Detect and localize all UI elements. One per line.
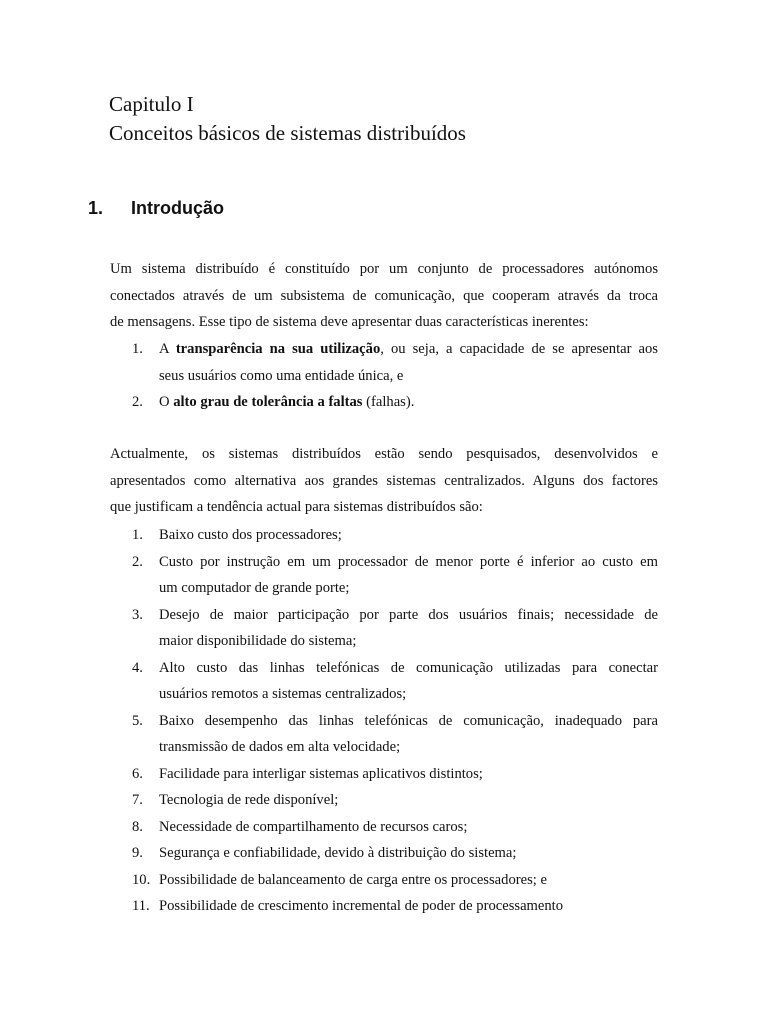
list-item-text-line: seus usuários como uma entidade única, e <box>159 367 404 384</box>
list-item <box>132 389 658 416</box>
list-item-text-line: transmissão de dados em alta velocidade; <box>159 739 401 755</box>
bold-term: transparência na sua utilização <box>175 341 381 357</box>
list-item-number: 11. <box>132 898 150 914</box>
list-item-text-line: um computador de grande porte; <box>159 580 350 596</box>
list-item-number: 5. <box>132 712 143 729</box>
list-item-number: 8. <box>132 818 143 835</box>
paragraph-line: de mensagens. Esse tipo de sistema deve apresentar duas características inerentes: <box>110 314 589 330</box>
list-item-text-line: maior disponibilidade do sistema; <box>159 633 357 649</box>
list-item-text-line: Facilidade para interligar sistemas aplicativos distintos; <box>159 765 483 782</box>
list-item-text-line <box>159 336 658 363</box>
list-item-prefix: A <box>159 341 176 357</box>
list-item-text-line: Segurança e confiabilidade, devido à distribuição do sistema; <box>159 845 517 861</box>
list-item-number: 1. <box>132 527 143 543</box>
factors-intro-paragraph <box>110 441 658 521</box>
characteristics-list <box>132 336 658 416</box>
list-item-number: 9. <box>132 845 143 861</box>
list-item-text-line: Possibilidade de balanceamento de carga entre os processadores; e <box>159 871 547 888</box>
list-item-text-line <box>159 389 658 416</box>
list-item <box>132 708 658 761</box>
list-item-number: 2. <box>132 394 143 410</box>
section-number: 1. <box>88 198 104 218</box>
list-item <box>132 840 658 867</box>
list-item-number: 1. <box>132 341 143 357</box>
list-item-text-line: Baixo desempenho das linhas telefónicas de comunicação, inadequado para <box>159 712 658 729</box>
list-item-rest: , ou seja, a capacidade de se apresentar aos <box>380 341 658 357</box>
list-item-text-line: Necessidade de compartilhamento de recursos caros; <box>159 818 468 835</box>
paragraph-line: que justificam a tendência actual para sistemas distribuídos são: <box>110 499 483 515</box>
list-item-rest: (falhas). <box>362 394 415 410</box>
list-item-text-line: Tecnologia de rede disponível; <box>159 792 339 808</box>
list-item <box>132 522 658 549</box>
bold-term: alto grau de tolerância a faltas <box>173 394 363 410</box>
chapter-number: Capitulo I <box>109 92 194 116</box>
list-item <box>132 814 658 841</box>
list-item <box>132 761 658 788</box>
list-item-number: 6. <box>132 765 143 782</box>
chapter-subtitle: Conceitos básicos de sistemas distribuídos <box>109 121 466 145</box>
list-item <box>132 336 658 389</box>
paragraph-line: Actualmente, os sistemas distribuídos estão sendo pesquisados, desenvolvidos e <box>110 446 658 462</box>
list-item-number: 2. <box>132 553 143 570</box>
paragraph-line: apresentados como alternativa aos grandes sistemas centralizados. Alguns dos factores <box>110 472 658 489</box>
list-item-number: 10. <box>132 871 151 888</box>
section-heading <box>88 196 224 220</box>
list-item-text-line: Custo por instrução em um processador de menor porte é inferior ao custo em <box>159 553 658 570</box>
list-item-text-line: Baixo custo dos processadores; <box>159 527 342 543</box>
list-item-text-line: Desejo de maior participação por parte dos usuários finais; necessidade de <box>159 606 658 623</box>
list-item-text-line: Possibilidade de crescimento incremental de poder de processamento <box>159 898 564 914</box>
list-item-number: 3. <box>132 606 143 623</box>
list-item-text-line: usuários remotos a sistemas centralizados; <box>159 686 407 702</box>
list-item-text-line: Alto custo das linhas telefónicas de comunicação utilizadas para conectar <box>159 659 658 676</box>
list-item <box>132 655 658 708</box>
list-item-prefix: O <box>159 394 174 410</box>
list-item <box>132 867 658 894</box>
factors-list <box>132 522 658 920</box>
list-item-number: 7. <box>132 792 143 808</box>
chapter-title <box>109 90 466 148</box>
list-item <box>132 602 658 655</box>
list-item <box>132 787 658 814</box>
list-item <box>132 549 658 602</box>
section-title: Introdução <box>131 198 224 218</box>
paragraph-line: Um sistema distribuído é constituído por um conjunto de processadores autónomos <box>110 261 658 277</box>
intro-paragraph <box>110 256 658 336</box>
paragraph-line: conectados através de um subsistema de comunicação, que cooperam através da troca <box>110 287 658 304</box>
list-item-number: 4. <box>132 659 143 676</box>
list-item <box>132 893 658 920</box>
